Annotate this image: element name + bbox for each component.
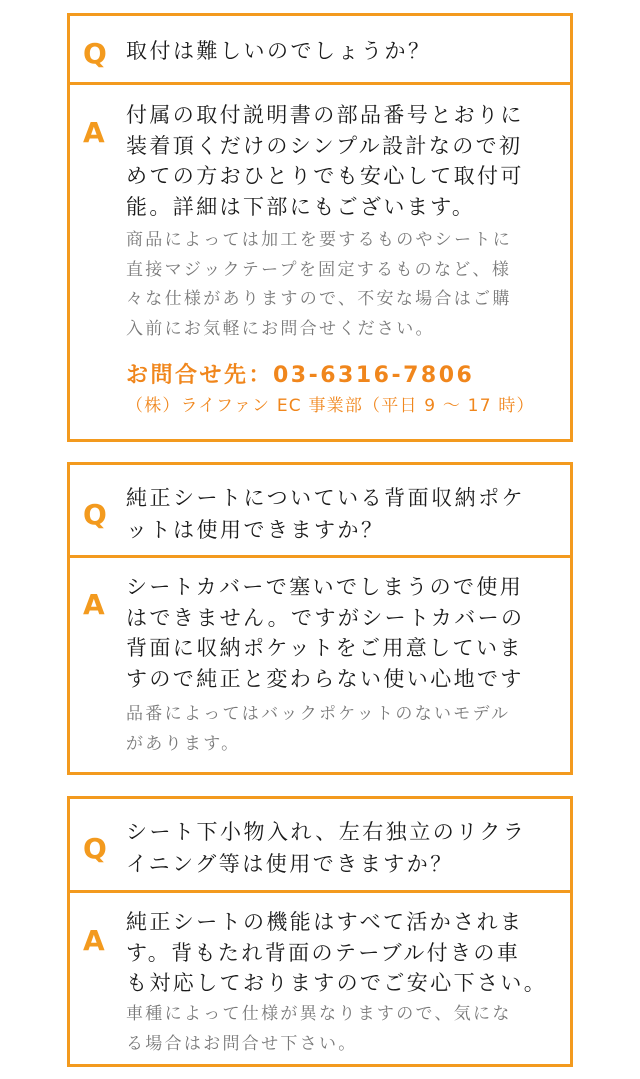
answer-row — [70, 558, 570, 772]
faq-card — [67, 796, 573, 1067]
q-mark: Q — [83, 37, 107, 70]
answer-main-text: 付属の取付説明書の部品番号とおりに 装着頂くだけのシンプル設計なので初 めての方おひとりでも安心して取付可 能。詳細は下部にもございます。 — [126, 103, 524, 219]
faq-card — [67, 462, 573, 775]
answer-main-text: 純正シートの機能はすべて活かされま す。背もたれ背面のテーブル付きの車 も対応しておりますのでご安心下さい。 — [126, 910, 548, 995]
question-text: 純正シートについている背面収納ポケ ットは使用できますか？ — [126, 486, 526, 542]
answer-row — [70, 85, 570, 439]
q-mark: Q — [83, 498, 107, 531]
answer-row — [70, 893, 570, 1064]
faq-card — [67, 13, 573, 442]
question-text: 取付は難しいのでしょうか？ — [126, 39, 432, 63]
answer-note-text: 車種によって仕様が異なりますので、気にな る場合はお問合せ下さい。 — [126, 1004, 512, 1054]
contact-phone[interactable]: お問合せ先：03-6316-7806 — [126, 363, 475, 388]
a-mark: A — [83, 116, 105, 149]
answer-main-text: シートカバーで塞いでしまうので使用 はできません。ですがシートカバーの 背面に収納ポケットをご用意していま すので純正と変わらない使い心地です — [126, 575, 525, 691]
a-mark: A — [83, 924, 105, 957]
answer-note-text: 商品によっては加工を要するものやシートに 直接マジックテープを固定するものなど、様 々な仕様がありますので、不安な場合はご購 入前にお気軽にお問合せください。 — [126, 230, 512, 339]
answer-note-text: 品番によってはバックポケットのないモデル があります。 — [126, 704, 511, 754]
question-text: シート下小物入れ、左右独立のリクラ イニング等は使用できますか？ — [126, 820, 527, 876]
contact-company: （株）ライファン EC 事業部（平日 9 〜 17 時） — [126, 396, 535, 416]
question-row — [70, 799, 570, 893]
q-mark: Q — [83, 832, 107, 865]
question-row — [70, 465, 570, 558]
question-row — [70, 16, 570, 85]
a-mark: A — [83, 588, 105, 621]
